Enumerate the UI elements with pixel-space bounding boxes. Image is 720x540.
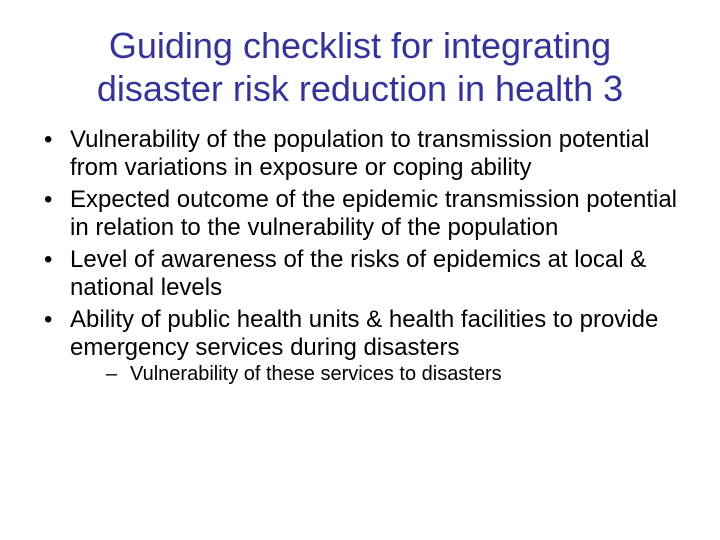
bullet-item: • Level of awareness of the risks of epidemics at local & national levels	[40, 246, 680, 302]
slide-title-line: disaster risk reduction in health 3	[96, 68, 624, 109]
slide-title	[24, 24, 696, 110]
bullet-item: • Vulnerability of the population to transmission potential from variations in exposure or coping ability	[40, 126, 680, 182]
sub-bullet-item: – Vulnerability of these services to disasters	[70, 362, 680, 386]
bullet-item	[40, 306, 680, 386]
bullet-list	[40, 126, 680, 390]
sub-bullet-list	[70, 362, 680, 386]
bullet-item: • Expected outcome of the epidemic transmission potential in relation to the vulnerability of the population	[40, 186, 680, 242]
slide-title-line: Guiding checklist for integrating	[108, 25, 612, 66]
bullet-item-text: Ability of public health units & health facilities to provide emergency services during disasters	[70, 306, 659, 361]
